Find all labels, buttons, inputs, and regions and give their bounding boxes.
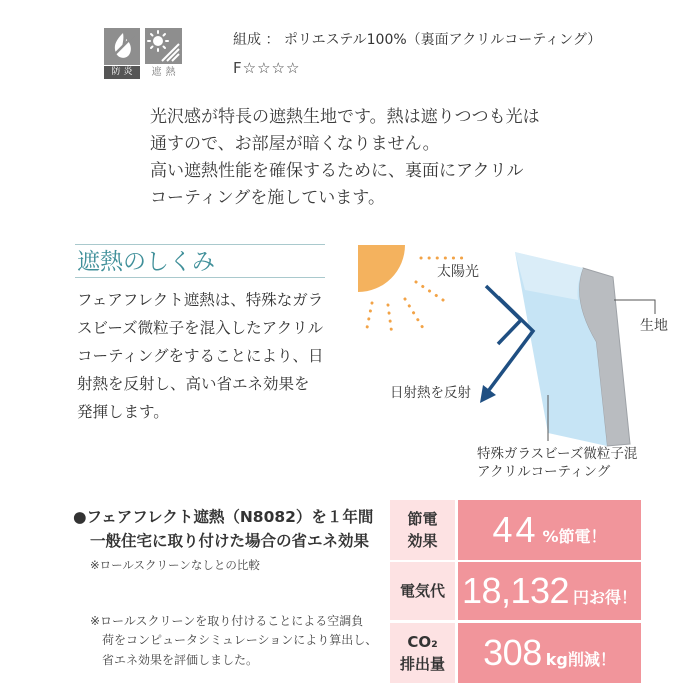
sun-ray (366, 303, 372, 333)
value-number: 308 (483, 632, 542, 673)
label-text: 効果 (407, 532, 438, 550)
intro-paragraph (150, 104, 540, 212)
comparison-note: ※ロールスクリーンなしとの比較 (90, 558, 260, 572)
heat-shield-badge (145, 28, 182, 80)
savings-row-power (390, 500, 641, 560)
savings-title-line: 一般住宅に取り付けた場合の省エネ効果 (90, 532, 370, 550)
savings-row-label (390, 623, 455, 683)
savings-row-label (390, 500, 455, 560)
value-unit: kg削減！ (545, 650, 616, 669)
mechanism-line: スビーズ微粒子を混入したアクリル (77, 319, 324, 337)
coating-label (477, 445, 637, 481)
mechanism-line: コーティングをすることにより、日 (77, 347, 324, 365)
savings-row-label (390, 562, 455, 620)
intro-line: 光沢感が特長の遮熱生地です。熱は遮りつつも光は (150, 107, 540, 127)
heat-shield-label: 遮熱 (151, 67, 180, 78)
composition-text: 組成 ： ポリエステル100%（裏面アクリルコーティング） (233, 32, 602, 48)
intro-line: 通すので、お部屋が暗くなりません。 (150, 134, 440, 154)
mechanism-description (77, 286, 323, 426)
heat-reflection-diagram (340, 230, 690, 460)
label-text: CO₂ (407, 633, 438, 651)
sun-ray (416, 282, 446, 302)
reflection-arrowhead (480, 385, 496, 403)
coating-label-line: アクリルコーティング (477, 464, 611, 480)
method-note-line: ※ロールスクリーンを取り付けることによる空調負 (90, 614, 364, 628)
method-note-line: 省エネ効果を評価しました。 (102, 653, 259, 667)
savings-row-co2 (390, 623, 641, 683)
coating-label-line: 特殊ガラスビーズ微粒子混 (477, 446, 638, 462)
mechanism-line: フェアフレクト遮熱は、特殊なガラ (77, 291, 324, 309)
intro-line: コーティングを施しています。 (150, 188, 385, 208)
label-text: 排出量 (399, 655, 445, 673)
intro-line: 高い遮熱性能を確保するために、裏面にアクリル (150, 161, 524, 181)
savings-row-electricity-cost (390, 562, 641, 620)
mechanism-line: 射熱を反射し、高い省エネ効果を (77, 375, 310, 393)
savings-row-value (458, 623, 641, 683)
flame-retardant-badge (104, 28, 140, 79)
reflection-label: 日射熱を反射 (390, 385, 471, 401)
label-text: 電気代 (399, 582, 445, 600)
fabric-leader-line (614, 300, 655, 314)
sunlight-label: 太陽光 (437, 264, 479, 280)
sun-ray (388, 305, 392, 335)
method-note-line: 荷をコンピュータシミュレーションにより算出し、 (102, 633, 378, 647)
heat-shield-icon (145, 28, 182, 65)
value-number: 44 (492, 509, 539, 550)
flame-retardant-label: 防炎 (111, 67, 136, 77)
mechanism-line: 発揮します。 (77, 403, 169, 421)
formaldehyde-rating: F☆☆☆☆ (233, 59, 301, 77)
label-text: 節電 (407, 510, 438, 528)
value-unit: 円お得！ (573, 588, 638, 607)
value-number: 18,132 (461, 570, 570, 611)
savings-row-value (458, 500, 641, 560)
savings-row-value (458, 562, 641, 620)
value-unit: %節電！ (542, 527, 607, 546)
savings-title-line: ●フェアフレクト遮熱（N8082）を１年間 (73, 508, 374, 526)
fabric-label: 生地 (640, 318, 668, 334)
mechanism-heading: 遮熱のしくみ (75, 244, 325, 278)
sun-shape (358, 245, 405, 292)
sun-ray (405, 299, 423, 328)
